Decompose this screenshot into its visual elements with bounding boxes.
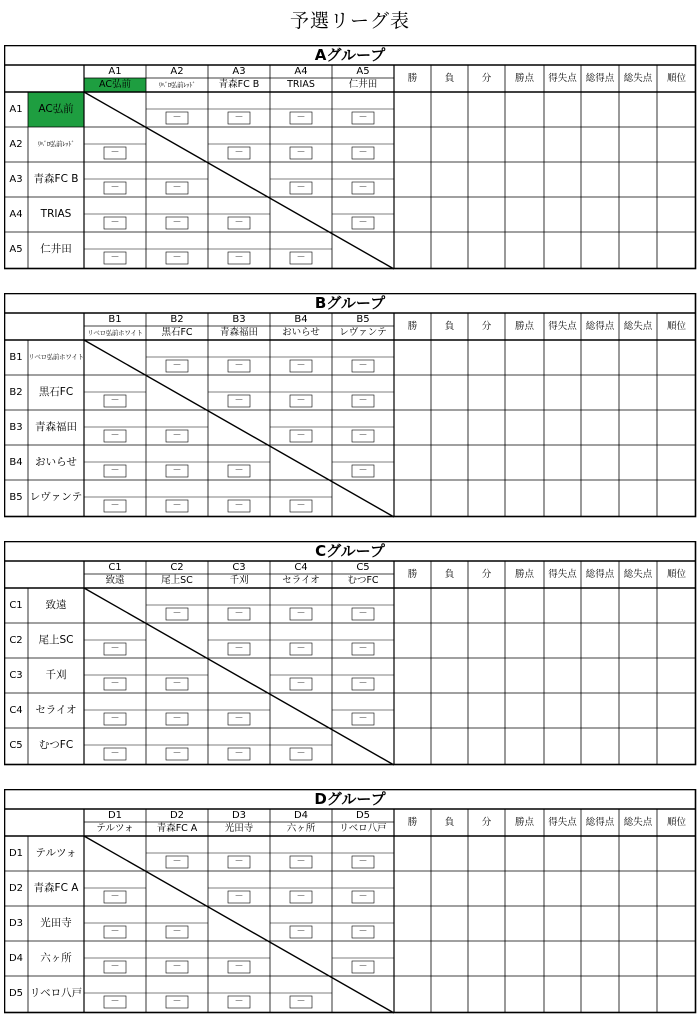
row-team-name: 千刈 [45, 669, 67, 681]
score-dash: － [172, 714, 182, 724]
score-dash: － [234, 857, 244, 867]
score-dash: － [358, 714, 368, 724]
stat-header: 分 [481, 73, 492, 84]
score-dash: － [358, 466, 368, 476]
row-team-id: B5 [9, 492, 23, 503]
column-team-name: 六ヶ所 [286, 823, 316, 834]
column-team-id: A3 [232, 66, 246, 77]
score-dash: － [234, 218, 244, 228]
score-dash: － [234, 466, 244, 476]
row-team-name: リベロ弘前ホワイト [28, 353, 84, 361]
score-dash: － [296, 361, 306, 371]
row-team-id: D1 [8, 848, 24, 859]
stat-header: 順位 [666, 321, 686, 332]
score-dash: － [234, 148, 244, 158]
column-team-name: TRIAS [287, 79, 315, 90]
score-dash: － [172, 609, 182, 619]
column-team-name: 黒石FC [161, 327, 193, 338]
column-team-name: 青森FC A [156, 823, 198, 834]
score-dash: － [234, 609, 244, 619]
score-dash: － [296, 396, 306, 406]
score-dash: － [234, 253, 244, 263]
column-team-id: C1 [108, 562, 122, 573]
column-team-id: D1 [107, 810, 123, 821]
stat-header: 負 [444, 817, 455, 828]
column-team-id: D3 [231, 810, 247, 821]
score-dash: － [172, 857, 182, 867]
stat-header: 得失点 [548, 569, 577, 580]
stat-header: 総得点 [585, 817, 615, 828]
score-dash: － [234, 361, 244, 371]
stat-header: 勝点 [514, 73, 534, 84]
row-team-id: A3 [9, 174, 23, 185]
score-dash: － [358, 113, 368, 123]
row-team-id: D4 [8, 953, 24, 964]
row-team-id: B1 [9, 352, 23, 363]
score-dash: － [234, 997, 244, 1007]
stat-header: 総失点 [623, 321, 653, 332]
score-dash: － [172, 927, 182, 937]
score-dash: － [296, 749, 306, 759]
column-team-name: 仁井田 [348, 79, 378, 90]
stat-header: 負 [444, 321, 455, 332]
column-team-name: リベロ八戸 [339, 823, 387, 834]
stat-header: 勝 [407, 321, 418, 332]
stat-header: 総失点 [623, 73, 653, 84]
score-dash: － [296, 679, 306, 689]
score-dash: － [358, 679, 368, 689]
column-team-id: D5 [355, 810, 371, 821]
stat-header: 勝点 [514, 569, 534, 580]
score-dash: － [296, 892, 306, 902]
column-team-name: 光田寺 [224, 823, 254, 834]
score-dash: － [296, 644, 306, 654]
score-dash: － [110, 927, 120, 937]
column-team-name: むつFC [347, 575, 379, 586]
column-team-name: リベロ弘前ホワイト [87, 329, 143, 337]
group-table [4, 293, 696, 518]
score-dash: － [110, 253, 120, 263]
score-dash: － [110, 644, 120, 654]
row-team-id: B2 [9, 387, 23, 398]
row-team-id: A2 [9, 139, 23, 150]
column-team-id: C5 [356, 562, 370, 573]
stat-header: 総得点 [585, 569, 615, 580]
stat-header: 分 [481, 817, 492, 828]
score-dash: － [172, 218, 182, 228]
score-dash: － [172, 679, 182, 689]
column-team-name: テルツォ [96, 823, 134, 834]
stat-header: 負 [444, 569, 455, 580]
group-table [4, 45, 696, 270]
score-dash: － [296, 183, 306, 193]
score-dash: － [358, 644, 368, 654]
score-dash: － [296, 148, 306, 158]
score-dash: － [110, 218, 120, 228]
group-title: Dグループ [314, 790, 386, 808]
row-team-id: B4 [9, 457, 23, 468]
row-team-name: 光田寺 [40, 917, 72, 929]
stat-header: 得失点 [548, 321, 577, 332]
stat-header: 分 [481, 569, 492, 580]
score-dash: － [234, 501, 244, 511]
score-dash: － [358, 431, 368, 441]
column-team-id: D4 [293, 810, 309, 821]
score-dash: － [172, 253, 182, 263]
score-dash: － [234, 396, 244, 406]
stat-header: 順位 [666, 817, 686, 828]
stat-header: 分 [481, 321, 492, 332]
group-title: Cグループ [315, 542, 385, 560]
score-dash: － [358, 218, 368, 228]
score-dash: － [110, 466, 120, 476]
row-team-id: C1 [9, 600, 23, 611]
row-team-id: D3 [8, 918, 24, 929]
row-team-id: C5 [9, 740, 23, 751]
stat-header: 順位 [666, 73, 686, 84]
score-dash: － [172, 183, 182, 193]
column-team-id: B1 [108, 314, 122, 325]
score-dash: － [296, 997, 306, 1007]
column-team-id: A1 [108, 66, 122, 77]
group-table [4, 541, 696, 766]
score-dash: － [234, 892, 244, 902]
column-team-name: おいらせ [282, 327, 320, 338]
score-dash: － [358, 962, 368, 972]
score-dash: － [110, 501, 120, 511]
group-title: Aグループ [314, 46, 386, 64]
stat-header: 負 [444, 73, 455, 84]
column-team-id: C2 [170, 562, 184, 573]
row-team-name: レヴァンテ [29, 491, 83, 503]
score-dash: － [234, 749, 244, 759]
row-team-id: D2 [8, 883, 24, 894]
row-team-id: D5 [8, 988, 24, 999]
score-dash: － [110, 183, 120, 193]
column-team-name: 尾上SC [161, 575, 193, 586]
row-team-name: テルツォ [35, 847, 77, 859]
row-team-id: C4 [9, 705, 23, 716]
row-team-name: むつFC [38, 739, 74, 751]
score-dash: － [296, 857, 306, 867]
score-dash: － [358, 892, 368, 902]
row-team-name: 青森福田 [35, 421, 77, 433]
row-team-name: 青森FC B [33, 173, 79, 185]
column-team-name: 青森FC B [218, 79, 260, 90]
score-dash: － [110, 148, 120, 158]
score-dash: － [172, 501, 182, 511]
stat-header: 勝点 [514, 321, 534, 332]
row-team-name: リベロ八戸 [29, 987, 83, 999]
score-dash: － [296, 113, 306, 123]
score-dash: － [296, 609, 306, 619]
score-dash: － [110, 714, 120, 724]
score-dash: － [110, 679, 120, 689]
row-team-name: おいらせ [35, 456, 77, 468]
row-team-id: C2 [9, 635, 23, 646]
column-team-name: 致遠 [105, 575, 125, 586]
score-dash: － [358, 183, 368, 193]
row-team-name: ﾘﾍﾞﾛ弘前ﾚｯﾄﾞ [37, 140, 75, 148]
score-dash: － [172, 466, 182, 476]
score-dash: － [172, 749, 182, 759]
score-dash: － [296, 927, 306, 937]
column-team-id: A4 [294, 66, 308, 77]
column-team-id: B3 [232, 314, 246, 325]
score-dash: － [358, 361, 368, 371]
score-dash: － [172, 431, 182, 441]
column-team-name: レヴァンテ [339, 327, 387, 338]
score-dash: － [110, 997, 120, 1007]
column-team-id: A5 [356, 66, 370, 77]
group-table [4, 789, 696, 1014]
row-team-name: セライオ [35, 704, 77, 716]
score-dash: － [296, 501, 306, 511]
row-team-id: A5 [9, 244, 23, 255]
score-dash: － [296, 253, 306, 263]
stat-header: 総失点 [623, 569, 653, 580]
column-team-id: B5 [356, 314, 370, 325]
score-dash: － [234, 962, 244, 972]
column-team-id: C4 [294, 562, 308, 573]
score-dash: － [110, 749, 120, 759]
score-dash: － [110, 892, 120, 902]
row-team-name: 致遠 [45, 599, 67, 611]
column-team-name: セライオ [282, 575, 320, 586]
row-team-id: B3 [9, 422, 23, 433]
score-dash: － [172, 962, 182, 972]
row-team-id: C3 [9, 670, 23, 681]
score-dash: － [172, 113, 182, 123]
stat-header: 総得点 [585, 321, 615, 332]
stat-header: 得失点 [548, 817, 577, 828]
group-title: Bグループ [314, 294, 386, 312]
column-team-id: A2 [170, 66, 184, 77]
score-dash: － [358, 396, 368, 406]
stat-header: 総失点 [623, 817, 653, 828]
score-dash: － [358, 857, 368, 867]
column-team-id: C3 [232, 562, 246, 573]
column-team-id: B2 [170, 314, 184, 325]
score-dash: － [234, 714, 244, 724]
stat-header: 勝 [407, 817, 418, 828]
score-dash: － [110, 431, 120, 441]
stat-header: 順位 [666, 569, 686, 580]
score-dash: － [110, 396, 120, 406]
score-dash: － [172, 361, 182, 371]
column-team-id: D2 [169, 810, 185, 821]
score-dash: － [172, 997, 182, 1007]
score-dash: － [234, 644, 244, 654]
column-team-name: ﾘﾍﾞﾛ弘前ﾚｯﾄﾞ [158, 81, 196, 89]
row-team-name: 青森FC A [33, 882, 79, 894]
row-team-name: 六ヶ所 [40, 952, 72, 964]
row-team-name: TRIAS [40, 208, 72, 220]
row-team-name: 黒石FC [38, 386, 74, 398]
stat-header: 勝 [407, 569, 418, 580]
stat-header: 総得点 [585, 73, 615, 84]
row-team-name: 尾上SC [38, 634, 74, 646]
page-title: 予選リーグ表 [289, 10, 410, 32]
score-dash: － [296, 431, 306, 441]
score-dash: － [358, 609, 368, 619]
score-dash: － [358, 927, 368, 937]
column-team-id: B4 [294, 314, 308, 325]
column-team-name: 千刈 [229, 575, 249, 586]
score-dash: － [358, 148, 368, 158]
score-dash: － [110, 962, 120, 972]
score-dash: － [234, 113, 244, 123]
row-team-id: A1 [9, 104, 23, 115]
row-team-id: A4 [9, 209, 23, 220]
column-team-name: AC弘前 [99, 79, 131, 90]
stat-header: 勝点 [514, 817, 534, 828]
row-team-name: 仁井田 [40, 243, 72, 255]
stat-header: 得失点 [548, 73, 577, 84]
stat-header: 勝 [407, 73, 418, 84]
column-team-name: 青森福田 [219, 327, 258, 338]
row-team-name: AC弘前 [38, 103, 74, 115]
